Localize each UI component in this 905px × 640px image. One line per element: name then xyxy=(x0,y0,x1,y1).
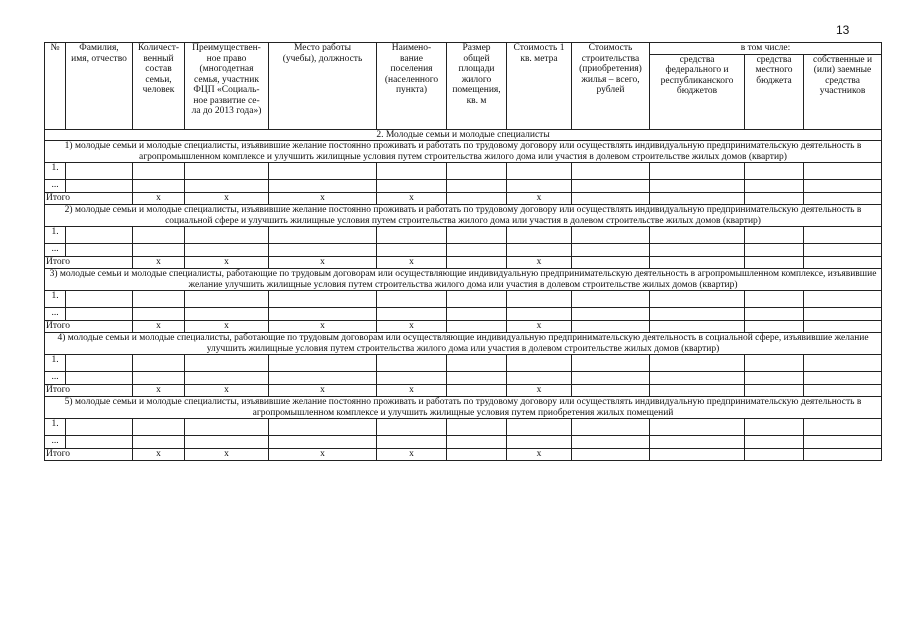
empty-cell xyxy=(269,419,377,436)
header-workplace: Место работы (учебы), должность xyxy=(269,43,377,130)
empty-cell xyxy=(804,193,882,205)
group-row xyxy=(45,397,882,419)
empty-cell xyxy=(507,419,572,436)
empty-cell xyxy=(377,355,447,372)
empty-cell xyxy=(66,227,133,244)
total-row xyxy=(45,449,882,461)
empty-cell xyxy=(447,257,507,269)
row-ellipsis: ... xyxy=(45,436,66,449)
empty-cell xyxy=(133,355,185,372)
empty-cell xyxy=(804,436,882,449)
empty-cell xyxy=(447,449,507,461)
empty-cell xyxy=(185,163,269,180)
empty-cell xyxy=(447,419,507,436)
section-title: 2. Молодые семьи и молодые специалисты xyxy=(45,129,882,141)
empty-cell xyxy=(745,321,804,333)
empty-cell xyxy=(377,227,447,244)
empty-cell xyxy=(804,227,882,244)
empty-cell xyxy=(804,180,882,193)
empty-cell xyxy=(572,308,650,321)
empty-cell xyxy=(185,291,269,308)
row-number: 1. xyxy=(45,227,66,244)
total-mark: х xyxy=(377,257,447,269)
empty-cell xyxy=(185,436,269,449)
empty-cell xyxy=(804,308,882,321)
empty-cell xyxy=(447,244,507,257)
total-mark: х xyxy=(507,193,572,205)
total-mark: х xyxy=(185,193,269,205)
empty-cell xyxy=(269,355,377,372)
header-total-cost: Стоимость строительства (приобретения) жилья – всего, рублей xyxy=(572,43,650,130)
empty-cell xyxy=(507,227,572,244)
empty-cell xyxy=(447,308,507,321)
empty-cell xyxy=(804,372,882,385)
total-mark: х xyxy=(185,385,269,397)
empty-cell xyxy=(447,180,507,193)
group-row xyxy=(45,269,882,291)
empty-cell xyxy=(572,449,650,461)
empty-cell xyxy=(650,308,745,321)
total-mark: х xyxy=(377,449,447,461)
empty-cell xyxy=(133,227,185,244)
table-row xyxy=(45,180,882,193)
total-mark: х xyxy=(185,449,269,461)
empty-cell xyxy=(650,436,745,449)
empty-cell xyxy=(572,180,650,193)
empty-cell xyxy=(66,308,133,321)
empty-cell xyxy=(745,385,804,397)
empty-cell xyxy=(745,227,804,244)
page-number: 13 xyxy=(836,23,850,37)
empty-cell xyxy=(269,291,377,308)
total-mark: х xyxy=(269,321,377,333)
empty-cell xyxy=(447,355,507,372)
empty-cell xyxy=(269,244,377,257)
total-mark: х xyxy=(377,385,447,397)
empty-cell xyxy=(804,291,882,308)
table-row xyxy=(45,436,882,449)
total-mark: х xyxy=(377,193,447,205)
empty-cell xyxy=(650,385,745,397)
row-number: 1. xyxy=(45,355,66,372)
total-mark: х xyxy=(185,321,269,333)
empty-cell xyxy=(269,180,377,193)
empty-cell xyxy=(185,244,269,257)
empty-cell xyxy=(377,419,447,436)
empty-cell xyxy=(185,180,269,193)
empty-cell xyxy=(377,244,447,257)
header-local-funds: средства местного бюджета xyxy=(745,54,804,129)
empty-cell xyxy=(66,163,133,180)
empty-cell xyxy=(650,372,745,385)
empty-cell xyxy=(572,419,650,436)
empty-cell xyxy=(507,436,572,449)
applicants-table xyxy=(44,42,882,461)
empty-cell xyxy=(269,163,377,180)
empty-cell xyxy=(269,372,377,385)
empty-cell xyxy=(804,355,882,372)
empty-cell xyxy=(650,257,745,269)
empty-cell xyxy=(745,193,804,205)
total-mark: х xyxy=(507,257,572,269)
empty-cell xyxy=(572,257,650,269)
empty-cell xyxy=(804,321,882,333)
total-mark: х xyxy=(269,193,377,205)
empty-cell xyxy=(377,180,447,193)
row-number: 1. xyxy=(45,163,66,180)
empty-cell xyxy=(650,321,745,333)
empty-cell xyxy=(572,227,650,244)
total-mark: х xyxy=(133,321,185,333)
empty-cell xyxy=(447,372,507,385)
total-mark: х xyxy=(377,321,447,333)
total-mark: х xyxy=(133,257,185,269)
empty-cell xyxy=(745,180,804,193)
total-mark: х xyxy=(269,385,377,397)
empty-cell xyxy=(745,449,804,461)
total-mark: х xyxy=(133,385,185,397)
empty-cell xyxy=(804,163,882,180)
empty-cell xyxy=(447,227,507,244)
table-row xyxy=(45,291,882,308)
total-label: Итого xyxy=(45,449,133,461)
empty-cell xyxy=(745,163,804,180)
empty-cell xyxy=(650,419,745,436)
total-row xyxy=(45,193,882,205)
row-ellipsis: ... xyxy=(45,244,66,257)
empty-cell xyxy=(650,193,745,205)
empty-cell xyxy=(507,163,572,180)
empty-cell xyxy=(133,372,185,385)
empty-cell xyxy=(804,385,882,397)
empty-cell xyxy=(804,449,882,461)
empty-cell xyxy=(572,372,650,385)
empty-cell xyxy=(572,436,650,449)
empty-cell xyxy=(745,308,804,321)
empty-cell xyxy=(66,244,133,257)
total-label: Итого xyxy=(45,321,133,333)
row-ellipsis: ... xyxy=(45,180,66,193)
empty-cell xyxy=(66,372,133,385)
empty-cell xyxy=(447,436,507,449)
group-title: 3) молодые семьи и молодые специалисты, работающие по трудовым договорам или осуществляющие индивидуальную предпринимательскую деятельность в агропромышленном комплексе, изъявившие желание улучшить жилищные условия путем строительства жилого дома или участия в долевом строительстве жилых домов (квартир) xyxy=(45,269,882,291)
total-row xyxy=(45,257,882,269)
empty-cell xyxy=(745,436,804,449)
empty-cell xyxy=(804,257,882,269)
empty-cell xyxy=(572,193,650,205)
empty-cell xyxy=(447,385,507,397)
empty-cell xyxy=(185,355,269,372)
row-number: 1. xyxy=(45,291,66,308)
empty-cell xyxy=(572,244,650,257)
total-label: Итого xyxy=(45,193,133,205)
empty-cell xyxy=(447,291,507,308)
empty-cell xyxy=(804,419,882,436)
empty-cell xyxy=(133,244,185,257)
empty-cell xyxy=(377,291,447,308)
empty-cell xyxy=(447,163,507,180)
empty-cell xyxy=(650,244,745,257)
empty-cell xyxy=(66,180,133,193)
header-priority-right: Преимуществен- ное право (многодетная семья, участник ФЦП «Социаль- ное развитие се- ла до 2013 года») xyxy=(185,43,269,130)
empty-cell xyxy=(133,180,185,193)
empty-cell xyxy=(507,291,572,308)
empty-cell xyxy=(650,291,745,308)
total-label: Итого xyxy=(45,257,133,269)
total-row xyxy=(45,385,882,397)
table-row xyxy=(45,308,882,321)
empty-cell xyxy=(507,244,572,257)
empty-cell xyxy=(572,355,650,372)
empty-cell xyxy=(650,180,745,193)
empty-cell xyxy=(185,308,269,321)
empty-cell xyxy=(650,449,745,461)
total-mark: х xyxy=(185,257,269,269)
header-living-area: Размер общей площади жилого помещения, кв. м xyxy=(447,43,507,130)
total-mark: х xyxy=(269,449,377,461)
empty-cell xyxy=(507,308,572,321)
table-row xyxy=(45,244,882,257)
empty-cell xyxy=(572,321,650,333)
total-mark: х xyxy=(507,385,572,397)
table-row xyxy=(45,372,882,385)
empty-cell xyxy=(447,193,507,205)
empty-cell xyxy=(650,355,745,372)
total-row xyxy=(45,321,882,333)
total-label: Итого xyxy=(45,385,133,397)
empty-cell xyxy=(269,227,377,244)
group-title: 4) молодые семьи и молодые специалисты, работающие по трудовым договорам или осуществляющие индивидуальную предпринимательскую деятельность в социальной сфере, изъявившие желание улучшить жилищные условия путем строительства жилого дома или участия в долевом строительстве жилых домов (квартир) xyxy=(45,333,882,355)
empty-cell xyxy=(507,355,572,372)
empty-cell xyxy=(745,355,804,372)
empty-cell xyxy=(650,163,745,180)
table-row xyxy=(45,355,882,372)
empty-cell xyxy=(447,321,507,333)
empty-cell xyxy=(269,436,377,449)
table-row xyxy=(45,419,882,436)
empty-cell xyxy=(745,372,804,385)
empty-cell xyxy=(572,385,650,397)
empty-cell xyxy=(507,180,572,193)
total-mark: х xyxy=(133,193,185,205)
total-mark: х xyxy=(269,257,377,269)
group-row xyxy=(45,333,882,355)
empty-cell xyxy=(66,419,133,436)
row-ellipsis: ... xyxy=(45,308,66,321)
empty-cell xyxy=(377,308,447,321)
total-mark: х xyxy=(507,449,572,461)
empty-cell xyxy=(745,257,804,269)
empty-cell xyxy=(133,163,185,180)
empty-cell xyxy=(66,291,133,308)
empty-cell xyxy=(745,419,804,436)
empty-cell xyxy=(572,163,650,180)
header-including: в том числе: xyxy=(650,43,882,55)
group-title: 2) молодые семьи и молодые специалисты, изъявившие желание постоянно проживать и работать по трудовому договору или осуществлять индивидуальную предпринимательскую деятельность в социальной сфере и улучшить жилищные условия путем строительства жилого дома или участия в долевом строительстве жилых домов (квартир) xyxy=(45,205,882,227)
table-row xyxy=(45,163,882,180)
empty-cell xyxy=(133,308,185,321)
header-federal-funds: средства федерального и республиканского бюджетов xyxy=(650,54,745,129)
empty-cell xyxy=(185,227,269,244)
group-row xyxy=(45,205,882,227)
empty-cell xyxy=(185,419,269,436)
row-ellipsis: ... xyxy=(45,372,66,385)
empty-cell xyxy=(377,163,447,180)
group-title: 5) молодые семьи и молодые специалисты, изъявившие желание постоянно проживать и работать по трудовому договору или осуществлять индивидуальную предпринимательскую деятельность в агропромышленном комплексе и улучшить жилищные условия путем приобретения жилых помещений xyxy=(45,397,882,419)
header-cost-per-meter: Стоимость 1 кв. метра xyxy=(507,43,572,130)
table-row xyxy=(45,227,882,244)
empty-cell xyxy=(185,372,269,385)
header-full-name: Фамилия, имя, отчество xyxy=(66,43,133,130)
empty-cell xyxy=(572,291,650,308)
empty-cell xyxy=(745,291,804,308)
empty-cell xyxy=(745,244,804,257)
empty-cell xyxy=(133,291,185,308)
group-title: 1) молодые семьи и молодые специалисты, изъявившие желание постоянно проживать и работать по трудовому договору или осуществлять индивидуальную предпринимательскую деятельность в агропромышленном комплексе и улучшить жилищные условия путем строительства жилого дома или участия в долевом строительстве жилых домов (квартир) xyxy=(45,141,882,163)
total-mark: х xyxy=(133,449,185,461)
empty-cell xyxy=(804,244,882,257)
header-family-size: Количест- венный состав семьи, человек xyxy=(133,43,185,130)
header-own-funds: собственные и (или) заемные средства участников xyxy=(804,54,882,129)
row-number: 1. xyxy=(45,419,66,436)
total-mark: х xyxy=(507,321,572,333)
empty-cell xyxy=(269,308,377,321)
empty-cell xyxy=(507,372,572,385)
empty-cell xyxy=(377,436,447,449)
empty-cell xyxy=(133,436,185,449)
empty-cell xyxy=(133,419,185,436)
header-number: № xyxy=(45,43,66,130)
header-settlement: Наимено- вание поселения (населенного пункта) xyxy=(377,43,447,130)
empty-cell xyxy=(377,372,447,385)
empty-cell xyxy=(66,436,133,449)
group-row xyxy=(45,141,882,163)
empty-cell xyxy=(66,355,133,372)
empty-cell xyxy=(650,227,745,244)
